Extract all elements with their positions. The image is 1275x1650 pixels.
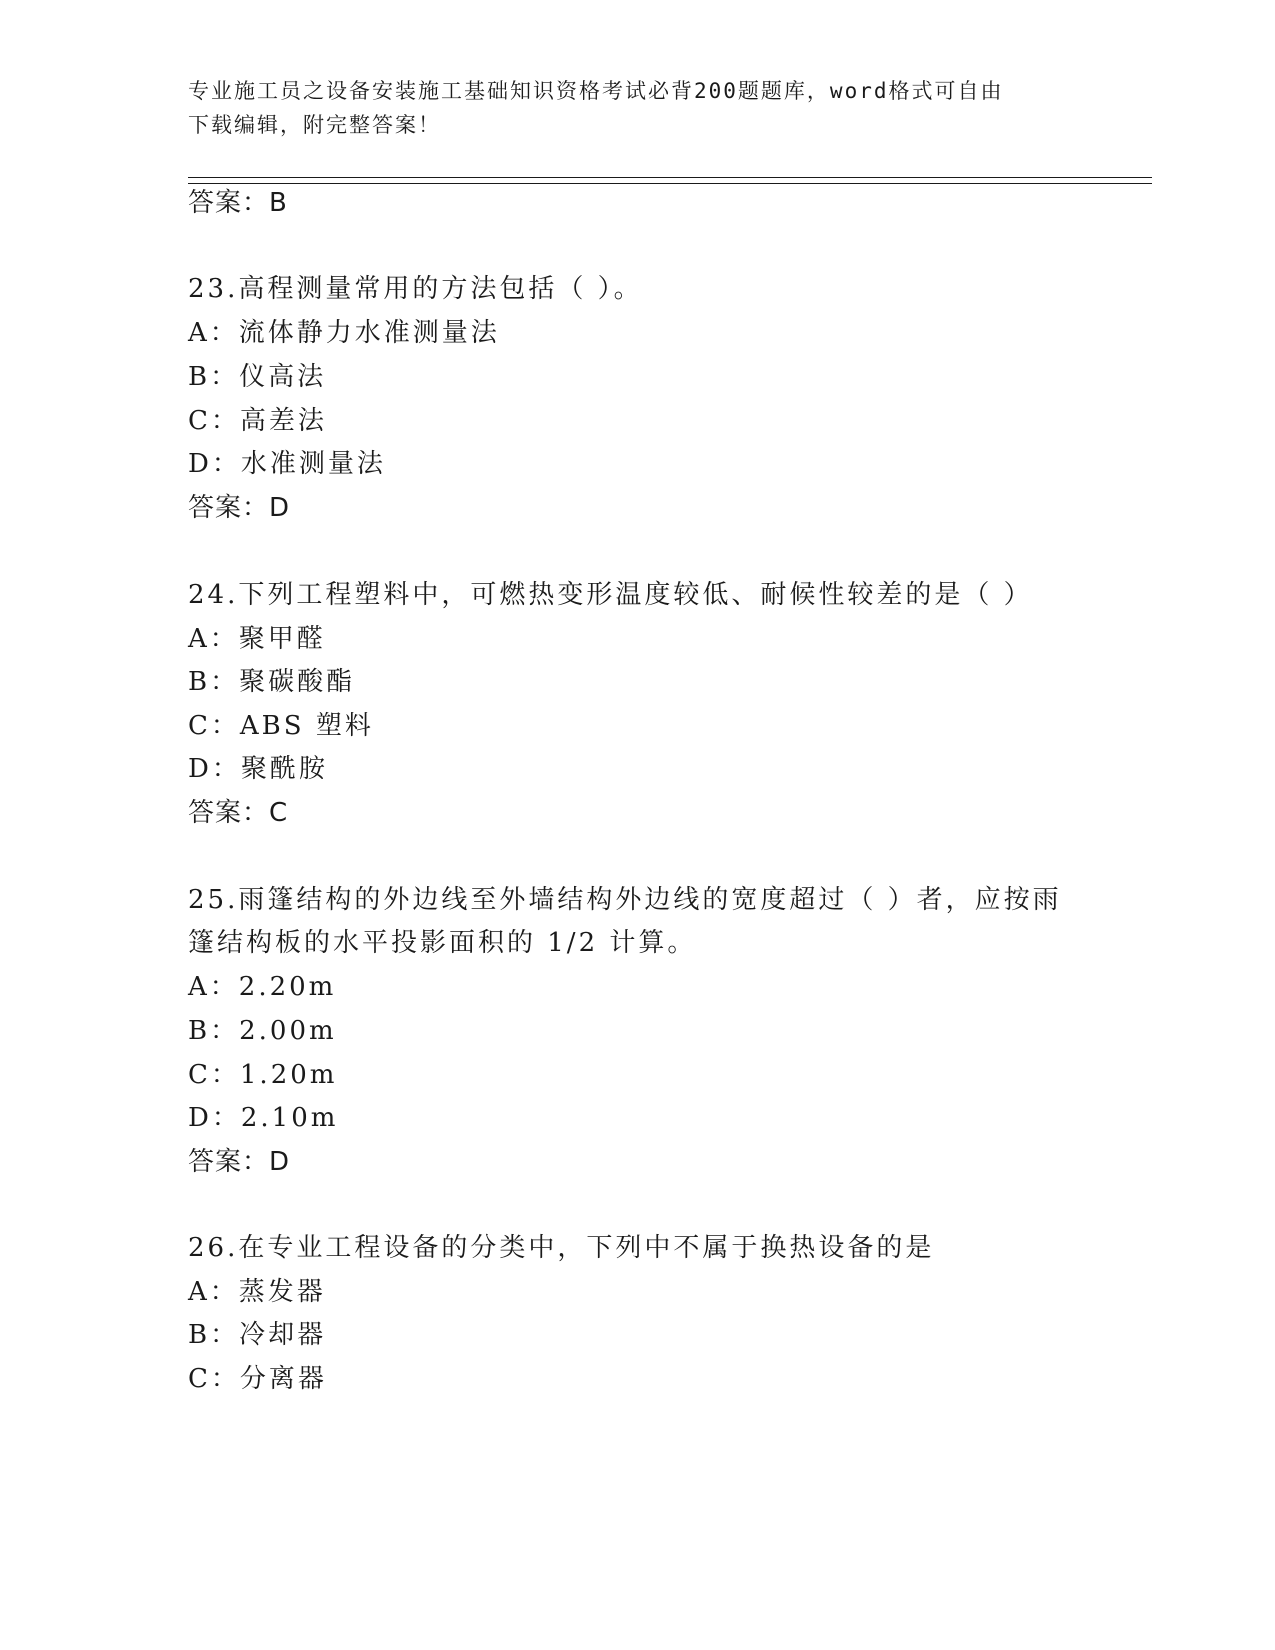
option-c: C：1.20m [188,1060,338,1090]
document-header: 专业施工员之设备安装施工基础知识资格考试必背200题题库，word格式可自由 下载编辑，附完整答案！ [188,79,1004,137]
option-b: B：聚碳酸酯 [188,667,356,697]
option-a: A：流体静力水准测量法 [188,318,500,348]
option-d: D：2.10m [188,1103,339,1133]
question-stem-continued: 篷结构板的水平投影面积的 1/2 计算。 [188,928,697,958]
answer-label: 答案：D [188,1147,291,1177]
option-b: B：冷却器 [188,1320,327,1350]
option-c: C：ABS 塑料 [188,711,374,741]
question-stem: 25.雨篷结构的外边线至外墙结构外边线的宽度超过（ ）者，应按雨 [188,885,1062,915]
option-a: A：蒸发器 [188,1277,326,1307]
header-rule-bottom [188,183,1152,184]
answer-label: 答案：D [188,493,291,523]
question-stem: 26.在专业工程设备的分类中，下列中不属于换热设备的是 [188,1233,935,1263]
header-rule-top [188,177,1152,178]
option-c: C：分离器 [188,1364,327,1394]
option-d: D：水准测量法 [188,449,386,479]
question-stem: 24.下列工程塑料中，可燃热变形温度较低、耐候性较差的是（ ） [188,580,1033,610]
option-b: B：仪高法 [188,362,327,392]
answer-label: 答案：C [188,798,289,828]
option-b: B：2.00m [188,1016,337,1046]
answer-label: 答案：B [188,188,288,218]
option-d: D：聚酰胺 [188,754,328,784]
option-c: C：高差法 [188,406,327,436]
question-stem: 23.高程测量常用的方法包括（ ）。 [188,274,643,304]
option-a: A：聚甲醛 [188,624,326,654]
option-a: A：2.20m [188,972,337,1002]
